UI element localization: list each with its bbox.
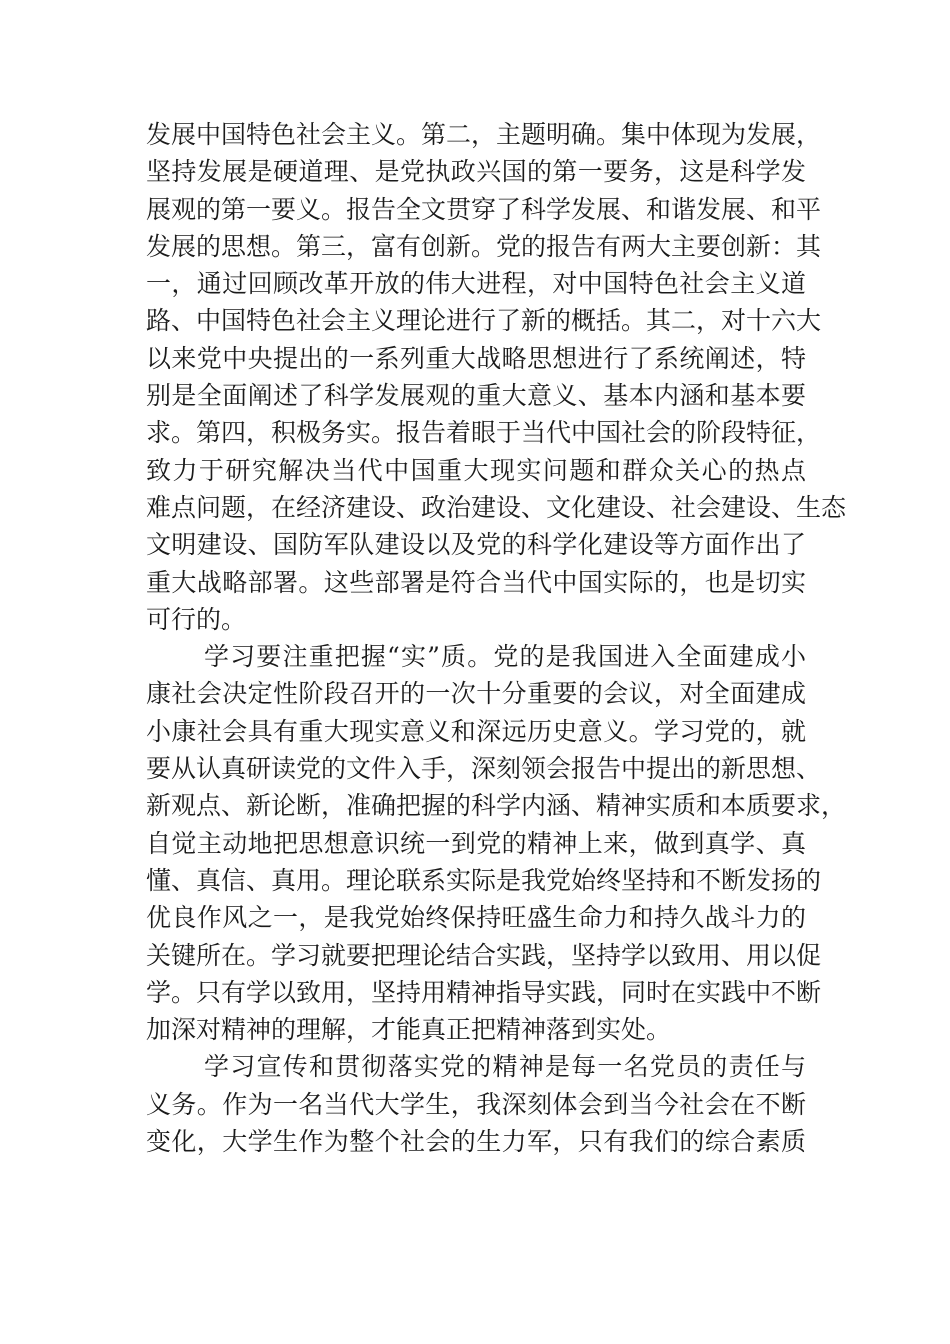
- text-line: 发展中国特色社会主义。第二，主题明确。集中体现为发展，: [146, 120, 822, 149]
- text-line: 自觉主动地把思想意识统一到党的精神上来，做到真学、真: [146, 828, 806, 858]
- document-body: [146, 116, 847, 1160]
- paragraph: [146, 638, 847, 1048]
- text-line: 新观点、新论断，准确把握的科学内涵、精神实质和本质要求，: [146, 791, 847, 821]
- text-line: 优良作风之一，是我党始终保持旺盛生命力和持久战斗力的: [146, 903, 806, 933]
- text-line: 求。第四，积极务实。报告着眼于当代中国社会的阶段特征，: [146, 418, 822, 448]
- text-line: 懂、真信、真用。理论联系实际是我党始终坚持和不断发扬的: [146, 865, 822, 895]
- text-line: 可行的。: [146, 604, 247, 634]
- paragraph: [146, 1048, 806, 1160]
- text-line: 别是全面阐述了科学发展观的重大意义、基本内涵和基本要: [146, 381, 806, 411]
- text-line: 关键所在。学习就要把理论结合实践，坚持学以致用、用以促: [146, 940, 822, 970]
- text-line: 一，通过回顾改革开放的伟大进程，对中国特色社会主义道: [146, 269, 806, 299]
- text-line: 变化，大学生作为整个社会的生力军，只有我们的综合素质: [146, 1127, 806, 1157]
- paragraph: [146, 116, 847, 638]
- text-line: 要从认真研读党的文件入手，深刻领会报告中提出的新思想、: [146, 754, 822, 784]
- text-line: 难点问题，在经济建设、政治建设、文化建设、社会建设、生态: [146, 492, 847, 522]
- text-line: 重大战略部署。这些部署是符合当代中国实际的，也是切实: [146, 567, 806, 597]
- text-line: 展观的第一要义。报告全文贯穿了科学发展、和谐发展、和平: [146, 194, 822, 224]
- text-line: 文明建设、国防军队建设以及党的科学化建设等方面作出了: [146, 530, 806, 560]
- text-line: 加深对精神的理解，才能真正把精神落到实处。: [146, 1015, 672, 1045]
- text-line: 路、中国特色社会主义理论进行了新的概括。其二，对十六大: [146, 306, 822, 336]
- text-line: 以来党中央提出的一系列重大战略思想进行了系统阐述，特: [146, 343, 806, 373]
- text-line: 康社会决定性阶段召开的一次十分重要的会议，对全面建成: [146, 679, 806, 709]
- text-line: 义务。作为一名当代大学生，我深刻体会到当今社会在不断: [146, 1089, 806, 1119]
- text-line: 坚持发展是硬道理、是党执政兴国的第一要务，这是科学发: [146, 157, 806, 187]
- text-line: 学习要注重把握“实”质。党的是我国进入全面建成小: [204, 642, 806, 672]
- text-line: 发展的思想。第三，富有创新。党的报告有两大主要创新：其: [146, 231, 822, 261]
- text-line: 学习宣传和贯彻落实党的精神是每一名党员的责任与: [204, 1052, 806, 1082]
- text-line: 致力于研究解决当代中国重大现实问题和群众关心的热点: [146, 455, 806, 485]
- text-line: 小康社会具有重大现实意义和深远历史意义。学习党的，就: [146, 716, 806, 746]
- text-line: 学。只有学以致用，坚持用精神指导实践，同时在实践中不断: [146, 977, 822, 1007]
